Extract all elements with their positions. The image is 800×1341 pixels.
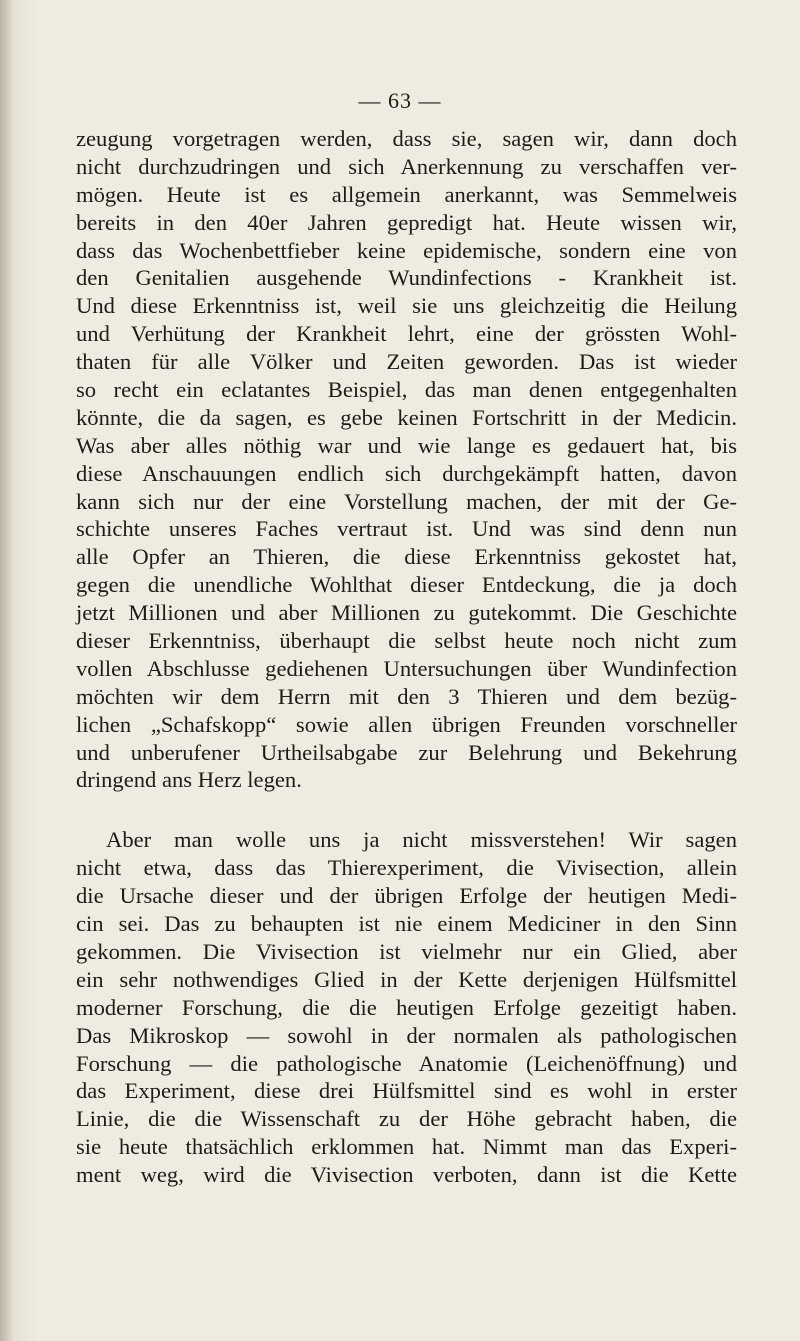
text-line: Linie, die die Wissenschaft zu der Höhe gebracht haben, die xyxy=(76,1106,737,1132)
text-line: Das Mikroskop — sowohl in der normalen als pathologischen xyxy=(76,1022,737,1048)
text-line: Und diese Erkenntniss ist, weil sie uns gleichzeitig die Heilung xyxy=(76,293,737,319)
text-line: so recht ein eclatantes Beispiel, das man denen entgegenhalten xyxy=(76,377,737,403)
text-line: die Ursache dieser und der übrigen Erfolge der heutigen Medi- xyxy=(76,883,737,909)
text-line: nicht durchzudringen und sich Anerkennung zu verschaffen ver- xyxy=(76,153,737,179)
text-line: moderner Forschung, die die heutigen Erfolge gezeitigt haben. xyxy=(76,994,737,1020)
text-line: nicht etwa, dass das Thierexperiment, die Vivisection, allein xyxy=(76,855,737,881)
text-line: ment weg, wird die Vivisection verboten, dann ist die Kette xyxy=(76,1162,737,1188)
text-line: dringend ans Herz legen. xyxy=(76,767,302,793)
book-spine-shadow xyxy=(0,0,14,1341)
text-line: und Verhütung der Krankheit lehrt, eine der grössten Wohl- xyxy=(76,321,737,347)
text-line: alle Opfer an Thieren, die diese Erkenntniss gekostet hat, xyxy=(76,544,737,570)
text-line: gegen die unendliche Wohlthat dieser Entdeckung, die ja doch xyxy=(76,572,737,598)
text-line: schichte unseres Faches vertraut ist. Und was sind denn nun xyxy=(76,516,737,542)
text-line: Was aber alles nöthig war und wie lange es gedauert hat, bis xyxy=(76,432,737,458)
text-line: dieser Erkenntniss, überhaupt die selbst heute noch nicht zum xyxy=(76,628,737,654)
page-number: — 63 — xyxy=(358,88,442,113)
text-line: cin sei. Das zu behaupten ist nie einem Mediciner in den Sinn xyxy=(76,911,737,937)
paragraph-gap xyxy=(76,794,737,826)
text-line: diese Anschauungen endlich sich durchgekämpft hatten, davon xyxy=(76,460,737,486)
text-line: und unberufener Urtheilsabgabe zur Belehrung und Bekehrung xyxy=(76,739,737,765)
body-text xyxy=(76,125,737,1189)
text-line: das Experiment, diese drei Hülfsmittel sind es wohl in erster xyxy=(76,1078,737,1104)
text-line: bereits in den 40er Jahren gepredigt hat. Heute wissen wir, xyxy=(76,209,737,235)
text-line: könnte, die da sagen, es gebe keinen Fortschritt in der Medicin. xyxy=(76,404,737,430)
text-line: dass das Wochenbettfieber keine epidemische, sondern eine von xyxy=(76,237,737,263)
text-line: zeugung vorgetragen werden, dass sie, sagen wir, dann doch xyxy=(76,126,737,151)
text-line: vollen Abschlusse gediehenen Untersuchungen über Wundinfection xyxy=(76,655,737,681)
text-line: lichen „Schafskopp“ sowie allen übrigen Freunden vorschneller xyxy=(76,711,737,737)
text-line: Aber man wolle uns ja nicht missverstehen! Wir sagen xyxy=(106,827,737,853)
paragraph-1 xyxy=(76,125,737,794)
text-line: Forschung — die pathologische Anatomie (Leichenöffnung) und xyxy=(76,1050,737,1076)
text-line: gekommen. Die Vivisection ist vielmehr nur ein Glied, aber xyxy=(76,938,737,964)
text-line: jetzt Millionen und aber Millionen zu gutekommt. Die Geschichte xyxy=(76,600,737,626)
text-line: den Genitalien ausgehende Wundinfections - Krankheit ist. xyxy=(76,265,737,291)
text-line: sie heute thatsächlich erklommen hat. Nimmt man das Experi- xyxy=(76,1134,737,1160)
text-line: ein sehr nothwendiges Glied in der Kette derjenigen Hülfsmittel xyxy=(76,966,737,992)
text-line: möchten wir dem Herrn mit den 3 Thieren und dem bezüg- xyxy=(76,683,737,709)
text-line: mögen. Heute ist es allgemein anerkannt, was Semmelweis xyxy=(76,181,737,207)
text-line: kann sich nur der eine Vorstellung machen, der mit der Ge- xyxy=(76,488,737,514)
text-line: thaten für alle Völker und Zeiten geworden. Das ist wieder xyxy=(76,349,737,375)
paragraph-2 xyxy=(76,826,737,1189)
